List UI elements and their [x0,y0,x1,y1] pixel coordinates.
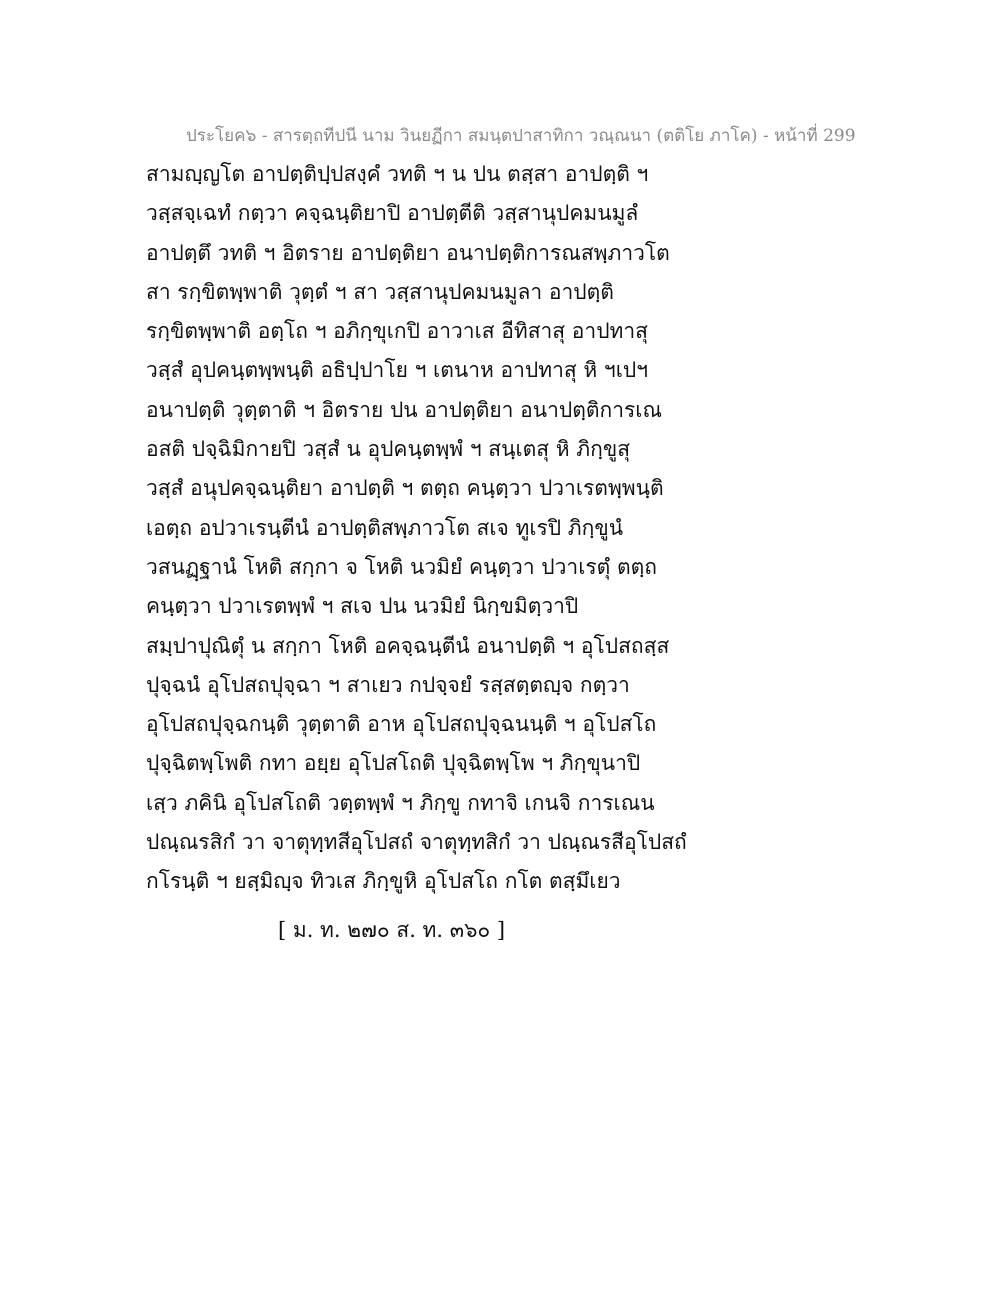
text-line: สมฺปาปุณิตุํ น สกฺกา โหติ อคจฺฉนฺตีนํ อนาปตฺติ ฯ อุโปสถสฺส [146,633,670,658]
text-line: อุโปสถปุจฺฉกนฺติ วุตฺตาติ อาห อุโปสถปุจฺฉนนฺติ ฯ อุโปสโถ [146,712,657,737]
text-line: อนาปตฺติ วุตฺตาติ ฯ อิตราย ปน อาปตฺติยา อนาปตฺติการเณ [146,397,662,422]
text-line: เอตฺถ อปวาเรนฺตีนํ อาปตฺติสพฺภาวโต สเจ ทูเรปิ ภิกฺขูนํ [146,515,624,540]
text-line: อาปตฺตึ วทติ ฯ อิตราย อาปตฺติยา อนาปตฺติการณสพฺภาวโต [146,240,670,265]
text-line: คนฺตฺวา ปวาเรตพฺพํ ฯ สเจ ปน นวมิยํ นิกฺขมิตฺวาปิ [146,594,579,619]
text-line: กโรนฺติ ฯ ยสฺมิญฺจ ทิวเส ภิกฺขูหิ อุโปสโถ กโต ตสฺมึเยว [146,869,621,894]
text-line: ปุจฺฉิตพฺโพติ กทา อยฺย อุโปสโถติ ปุจฺฉิตพฺโพ ฯ ภิกฺขุนาปิ [146,751,641,776]
text-line: เสฺว ภคินิ อุโปสโถติ วตฺตพฺพํ ฯ ภิกฺขู กทาจิ เกนจิ การเณน [146,790,655,815]
text-line: สา รกฺขิตพฺพาติ วุตฺตํ ฯ สา วสฺสานุปคมนมูลา อาปตฺติ [146,279,614,304]
text-line: วสฺสํ อนุปคจฺฉนฺติยา อาปตฺติ ฯ ตตฺถ คนฺตฺวา ปวาเรตพฺพนฺติ [146,476,664,501]
text-line: วสฺสํ อุปคนฺตพฺพนฺติ อธิปฺปาโย ฯ เตนาห อาปทาสุ หิ ฯเปฯ [146,358,649,383]
text-line: ปุจฺฉนํ อุโปสถปุจฺฉา ฯ สาเยว กปจฺจยํ รสฺสตฺตญฺจ กตฺวา [146,672,630,697]
text-line: อสติ ปจฺฉิมิกายปิ วสฺสํ น อุปคนฺตพฺพํ ฯ สนฺเตสุ หิ ภิกฺขูสุ [146,437,631,462]
text-line: ปณฺณรสิกํ วา จาตุทฺทสีอุโปสถํ จาตุทฺทสิกํ วา ปณฺณรสีอุโปสถํ [146,830,687,855]
running-header: ประโยค๖ - สารตฺถทีปนี นาม วินยฏีกา สมนฺตปาสาทิกา วณฺณนา (ตติโย ภาโค) - หน้าที่ 299 [186,126,856,146]
body-text [146,158,746,905]
text-line: รกฺขิตพฺพาติ อตฺโถ ฯ อภิกฺขุเกปิ อาวาเส อีทิสาสุ อาปทาสุ [146,319,648,344]
citation-reference: [ ม. ท. ๒๗๐ ส. ท. ๓๖๐ ] [278,918,506,942]
text-line: วสนฏฺฐานํ โหติ สกฺกา จ โหติ นวมิยํ คนฺตฺวา ปวาเรตุํ ตตฺถ [146,554,657,579]
text-line: วสฺสจฺเฉทํ กตฺวา คจฺฉนฺติยาปิ อาปตฺตีติ วสฺสานุปคมนมูลํ [146,201,639,226]
text-line: สามญฺญโต อาปตฺติปฺปสงฺคํ วทติ ฯ น ปน ตสฺสา อาปตฺติ ฯ [146,162,649,186]
